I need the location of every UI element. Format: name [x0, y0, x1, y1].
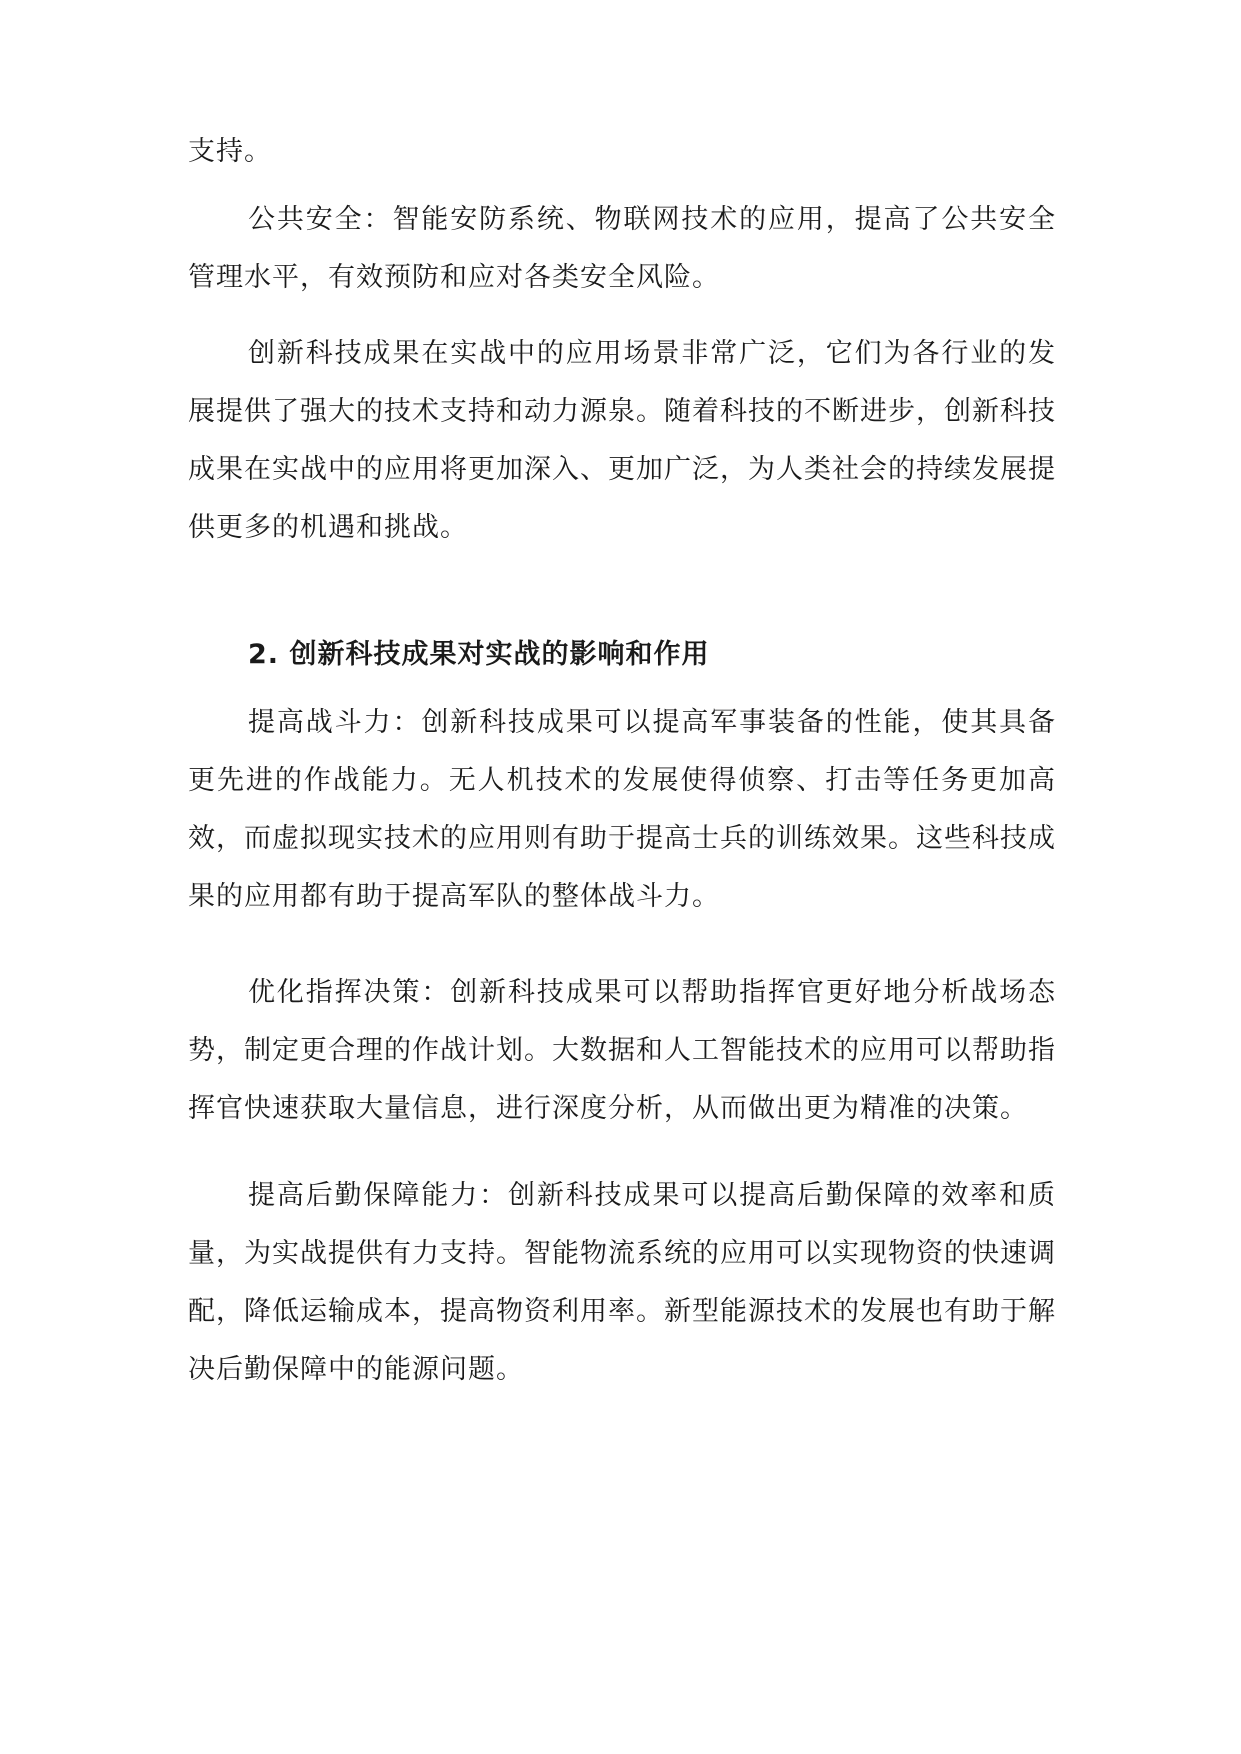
paragraph-command-decision: 优化指挥决策：创新科技成果可以帮助指挥官更好地分析战场态势，制定更合理的作战计划。大数据和人工智能技术的应用可以帮助指挥官快速获取大量信息，进行深度分析，从而做出更为精准的决策。 — [188, 977, 1056, 1124]
paragraph-public-safety: 公共安全：智能安防系统、物联网技术的应用，提高了公共安全管理水平，有效预防和应对各类安全风险。 — [188, 204, 1056, 293]
section-heading: 2. 创新科技成果对实战的影响和作用 — [248, 639, 710, 670]
paragraph-continuation: 支持。 — [188, 136, 272, 167]
paragraph-combat-effectiveness: 提高战斗力：创新科技成果可以提高军事装备的性能，使其具备更先进的作战能力。无人机技术的发展使得侦察、打击等任务更加高效，而虚拟现实技术的应用则有助于提高士兵的训练效果。这些科技成果的应用都有助于提高军队的整体战斗力。 — [188, 707, 1056, 912]
paragraph-application-summary: 创新科技成果在实战中的应用场景非常广泛，它们为各行业的发展提供了强大的技术支持和动力源泉。随着科技的不断进步，创新科技成果在实战中的应用将更加深入、更加广泛，为人类社会的持续发展提供更多的机遇和挑战。 — [188, 338, 1056, 543]
paragraph-logistics-support: 提高后勤保障能力：创新科技成果可以提高后勤保障的效率和质量，为实战提供有力支持。智能物流系统的应用可以实现物资的快速调配，降低运输成本，提高物资利用率。新型能源技术的发展也有助于解决后勤保障中的能源问题。 — [188, 1180, 1056, 1385]
